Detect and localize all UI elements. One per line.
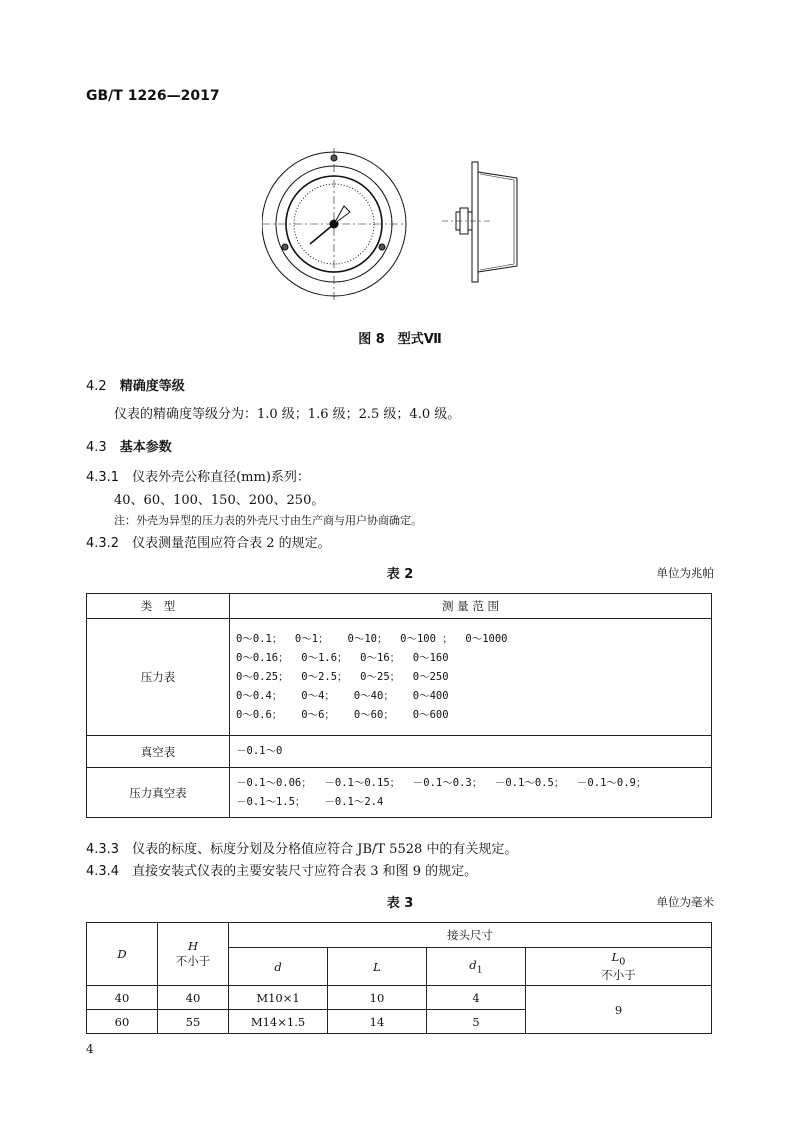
header-L: [328, 948, 427, 986]
type-cell: 真空表: [87, 736, 230, 768]
range-line: 0～0.25； 0～2.5； 0～25； 0～250: [236, 670, 449, 683]
diameter-note: 注：外壳为异型的压力表的外壳尺寸由生产商与用户协商确定。: [114, 514, 422, 527]
table2-title: 表 2: [386, 567, 414, 582]
range-line: 0～0.6； 0～6； 0～60； 0～600: [236, 708, 449, 721]
section-4-3-3: [86, 838, 517, 857]
cell-L0: 9: [526, 986, 712, 1034]
section-text: 仪表测量范围应符合表 2 的规定。: [132, 536, 331, 551]
cell-D: 60: [87, 1010, 158, 1034]
cell-d1: 4: [427, 986, 526, 1010]
diameter-series: 40、60、100、150、200、250。: [114, 493, 325, 508]
range-cell: [230, 619, 712, 736]
range-line: 0～0.16； 0～1.6； 0～16； 0～160: [236, 651, 449, 664]
range-line: －0.1～1.5； －0.1～2.4: [236, 795, 384, 808]
section-title: 精确度等级: [119, 379, 185, 394]
header-H-note: 不小于: [175, 954, 211, 968]
section-4-3-heading: [86, 436, 172, 455]
table-2: [86, 593, 712, 818]
header-d-label: d: [274, 959, 282, 974]
section-text: 直接安装式仪表的主要安装尺寸应符合表 3 和图 9 的规定。: [132, 864, 478, 879]
accuracy-text: 仪表的精确度等级分为：1.0 级；1.6 级；2.5 级；4.0 级。: [114, 407, 461, 422]
header-L0-sub: 0: [619, 956, 626, 968]
section-4-3-1: [86, 466, 310, 485]
section-title: 基本参数: [119, 440, 172, 455]
table-3: [86, 922, 712, 1034]
header-d1-label: d: [469, 957, 477, 972]
range-line: －0.1～0.06； －0.1～0.15； －0.1～0.3； －0.1～0.5； －0.1～0.9；: [236, 776, 647, 789]
section-number: 4.3.4: [86, 864, 120, 879]
cell-d: M10×1: [229, 986, 328, 1010]
section-number: 4.3: [86, 440, 107, 455]
header-D: [87, 923, 158, 986]
range-line: －0.1～0: [236, 745, 283, 757]
section-number: 4.2: [86, 379, 107, 394]
header-H-label: H: [187, 939, 199, 953]
type-cell: 压力真空表: [87, 768, 230, 818]
header-d1: [427, 948, 526, 986]
table-row: [87, 736, 712, 768]
header-D-label: D: [117, 947, 127, 961]
section-text: 仪表外壳公称直径(mm)系列：: [132, 470, 310, 485]
cell-D: 40: [87, 986, 158, 1010]
range-line: 0～0.1； 0～1； 0～10； 0～100 ； 0～1000: [236, 632, 508, 645]
figure-caption: 图 8 型式Ⅶ: [358, 332, 442, 347]
cell-d: M14×1.5: [229, 1010, 328, 1034]
section-4-3-2: [86, 532, 331, 551]
gauge-needle: [310, 224, 334, 244]
header-d1-sub: 1: [476, 964, 483, 976]
table-row: [87, 986, 712, 1010]
table2-unit: 单位为兆帕: [656, 566, 714, 580]
cell-H: 40: [158, 986, 229, 1010]
type-cell: 压力表: [87, 619, 230, 736]
header-joint-size: 接头尺寸: [229, 923, 712, 948]
page-number: 4: [86, 1042, 94, 1056]
table2-header-range: 测 量 范 围: [230, 594, 712, 619]
header-L0-note: 不小于: [601, 968, 636, 983]
standard-code: GB/T 1226—2017: [86, 88, 220, 104]
cell-d1: 5: [427, 1010, 526, 1034]
section-number: 4.3.1: [86, 470, 120, 485]
table-row: [87, 619, 712, 736]
section-number: 4.3.2: [86, 536, 120, 551]
range-cell: [230, 768, 712, 818]
table3-unit: 单位为毫米: [656, 895, 714, 909]
header-L0: [526, 948, 712, 986]
cell-L: 10: [328, 986, 427, 1010]
section-4-3-4: [86, 860, 477, 879]
table-row: [87, 768, 712, 818]
header-L0-label: L: [611, 949, 620, 964]
table2-header-type: 类 型: [87, 594, 230, 619]
section-4-2-heading: [86, 375, 185, 394]
range-cell: [230, 736, 712, 768]
header-H: [158, 923, 229, 986]
section-text: 仪表的标度、标度分划及分格值应符合 JB/T 5528 中的有关规定。: [132, 842, 518, 857]
header-L-label: L: [373, 959, 381, 974]
cell-H: 55: [158, 1010, 229, 1034]
table3-title: 表 3: [386, 896, 414, 911]
section-number: 4.3.3: [86, 842, 120, 857]
range-line: 0～0.4； 0～4； 0～40； 0～400: [236, 689, 449, 702]
header-d: [229, 948, 328, 986]
gauge-drawing: [262, 148, 542, 308]
cell-L: 14: [328, 1010, 427, 1034]
